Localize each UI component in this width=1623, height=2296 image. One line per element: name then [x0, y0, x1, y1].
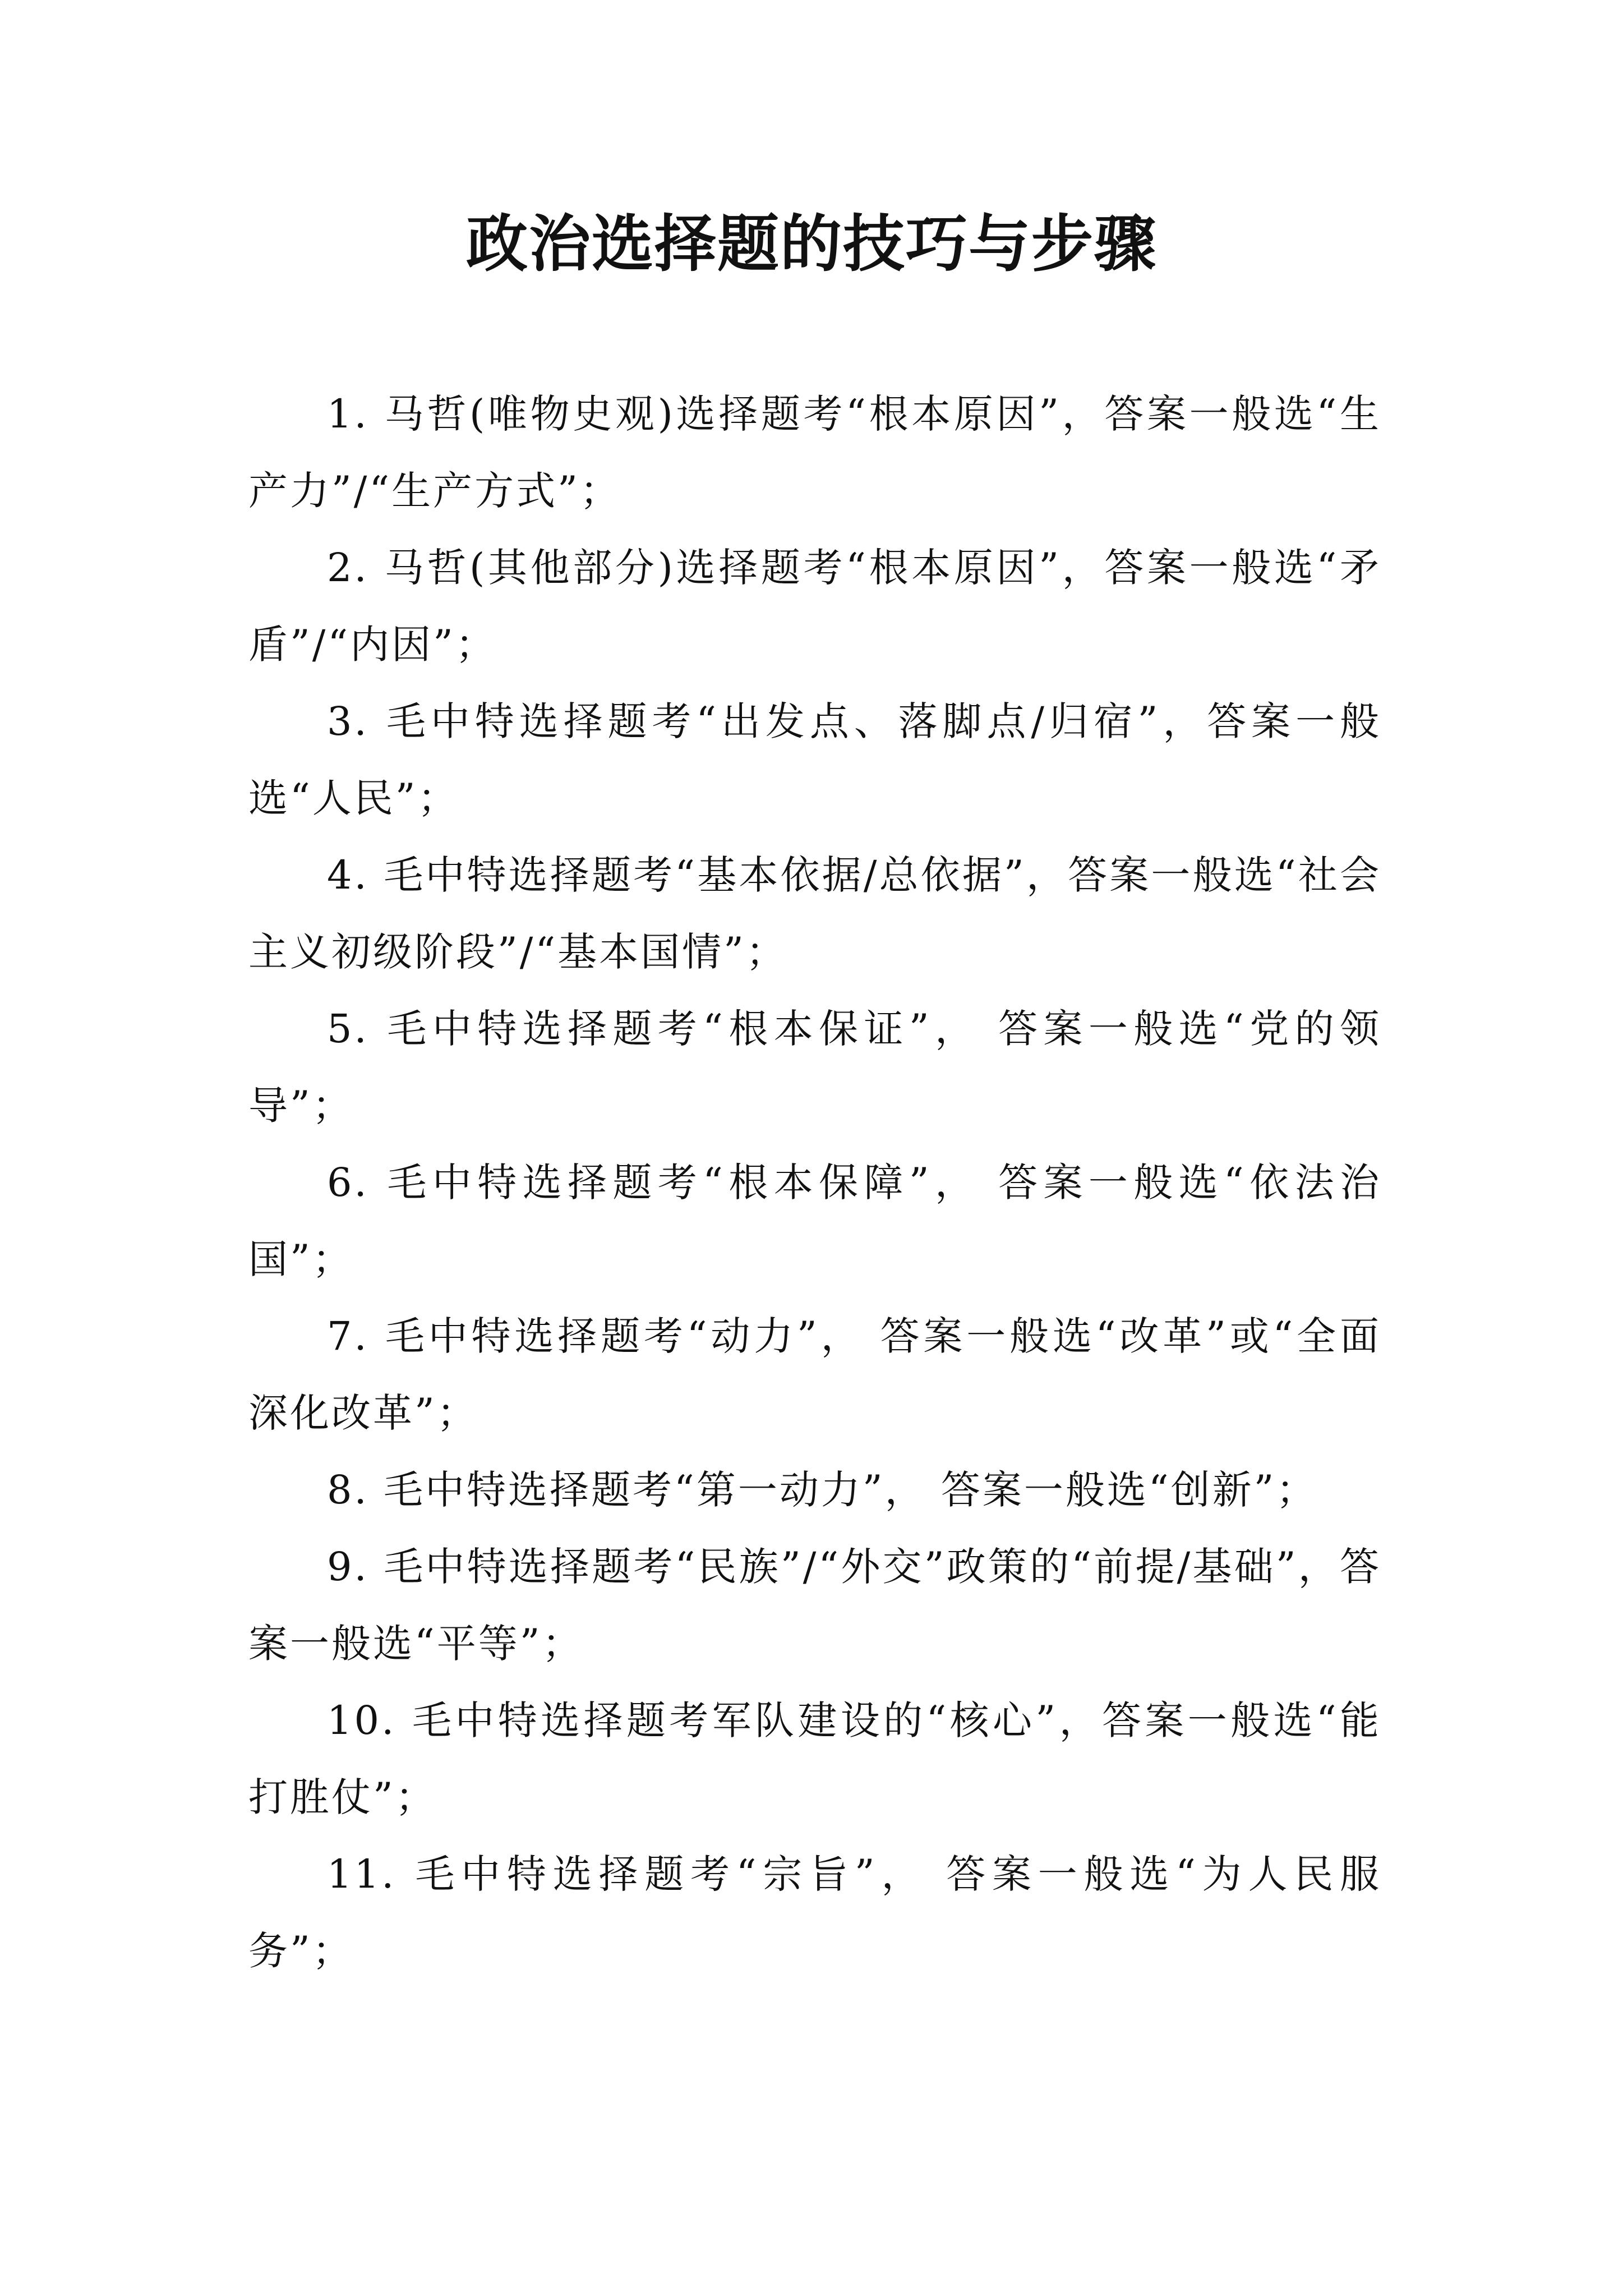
list-item-8: 8. 毛中特选择题考“第一动力”， 答案一般选“创新”；	[327, 1467, 1318, 1513]
document-title: 政治选择题的技巧与步骤	[466, 208, 1157, 280]
document-body	[248, 376, 1381, 1990]
list-item-11: 11. 毛中特选择题考“宗旨”， 答案一般选“为人民服务”；	[248, 1851, 1381, 1974]
list-item-3: 3. 毛中特选择题考“出发点、落脚点/归宿”，答案一般选“人民”；	[248, 698, 1381, 821]
list-item-7: 7. 毛中特选择题考“动力”， 答案一般选“改革”或“全面深化改革”；	[248, 1313, 1381, 1436]
list-item-6: 6. 毛中特选择题考“根本保障”， 答案一般选“依法治国”；	[248, 1159, 1381, 1282]
list-item-10: 10. 毛中特选择题考军队建设的“核心”，答案一般选“能打胜仗”；	[248, 1697, 1381, 1820]
list-item-4: 4. 毛中特选择题考“基本依据/总依据”，答案一般选“社会主义初级阶段”/“基本国情”；	[248, 852, 1381, 975]
list-item-2: 2. 马哲(其他部分)选择题考“根本原因”，答案一般选“矛盾”/“内因”；	[248, 545, 1381, 668]
list-item-5: 5. 毛中特选择题考“根本保证”， 答案一般选“党的领导”；	[248, 1006, 1381, 1129]
list-item-1: 1. 马哲(唯物史观)选择题考“根本原因”，答案一般选“生产力”/“生产方式”；	[248, 391, 1381, 514]
list-item-9: 9. 毛中特选择题考“民族”/“外交”政策的“前提/基础”，答案一般选“平等”；	[248, 1544, 1381, 1667]
